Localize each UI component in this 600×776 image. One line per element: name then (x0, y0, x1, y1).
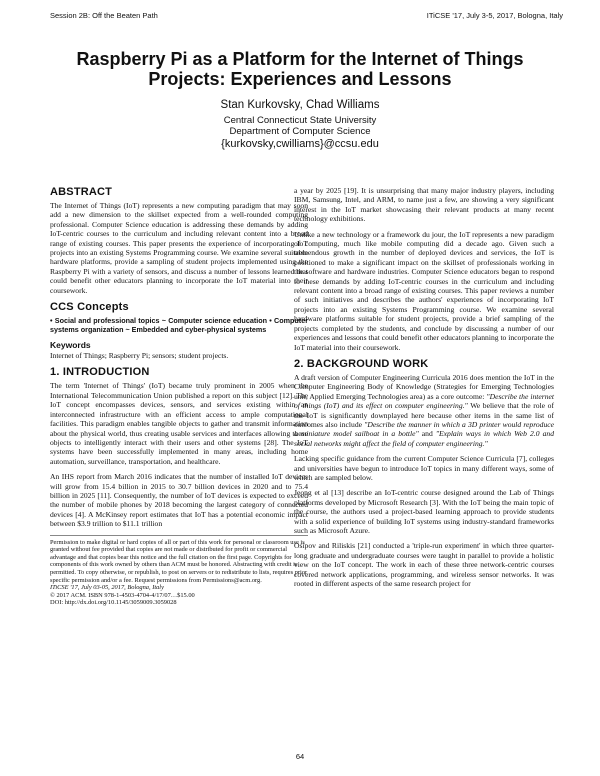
paper-title (0, 49, 600, 89)
title-line-1: Raspberry Pi as a Platform for the Internet of Things (76, 49, 524, 69)
intro-paragraph-3: a year by 2025 [19]. It is unsurprising that many major industry players, including IBM, Samsung, Intel, and ARM, to name just a few, are showing a very significant interest in the IoT market showcasing their relevant products at many recent technology exhibitions. (294, 186, 554, 224)
introduction-heading: 1. INTRODUCTION (50, 366, 150, 379)
permission-block (50, 535, 308, 607)
keywords-heading: Keywords (50, 340, 91, 351)
running-header-conference: ITiCSE '17, July 3-5, 2017, Bologna, Italy (426, 11, 563, 20)
ccs-heading: CCS Concepts (50, 301, 129, 314)
title-line-2: Projects: Experiences and Lessons (148, 69, 452, 89)
keywords-text: Internet of Things; Raspberry Pi; sensors; student projects. (50, 351, 229, 361)
abstract-heading: ABSTRACT (50, 186, 113, 198)
page-number: 64 (295, 752, 305, 761)
left-column (50, 186, 308, 607)
authors: Stan Kurkovsky, Chad Williams (220, 99, 380, 111)
intro-paragraph-2: An IHS report from March 2016 indicates that the number of installed IoT devices will grow from 15.4 billion in 2015 to 30.7 billion devices in 2020 and to 75.4 billion in 2025 [11]. Consequently, the number of IoT devices is expected to exceed the number of mobile phones by 2018 becoming the largest category of connected devices [4]. A McKinsey report estimates that IoT has a potential economic impact between $3.9 trillion to $11.1 trillion (50, 472, 308, 529)
background-heading: 2. BACKGROUND WORK (294, 357, 429, 370)
ccs-text: • Social and professional topics ~ Computer science education • Computer systems organization ~ Embedded and cyber-physical systems (50, 316, 308, 335)
intro-paragraph-1: The term 'Internet of Things' (IoT) became truly prominent in 2005 when the International Telecommunication Union published a report on this subject [12]. The IoT concept encompasses devices, sensors, and services existing within an interconnected infrastructure with an efficient access to ample computational facilities. This paradigm enables tangible objects to gather and transmit information about the physical world, thus creating usable services and interfaces allowing these objects to intelligently interact with their users and other systems [28]. The IoT systems have been successfully implemented in many areas, including home automation, surveillance, transportation, and healthcare. (50, 381, 308, 466)
abstract-text: The Internet of Things (IoT) represents a new computing paradigm that may soon add a new dimension to the skillset expected from a well-rounded computing professional. Computer Science education is addressing these demands by adding IoT-centric courses to the curriculum and including relevant content into a broad range of existing courses. This paper presents the experience of incorporating IoT projects into an existing Systems Programming course. We examine several suitable hardware platforms, provide a sampling of student projects implemented using the Raspberry Pi with a variety of sensors, and discuss a number of lessons learned that could benefit other educators planning to incorporate the IoT material into their coursework. (50, 201, 308, 295)
affiliation-department: Department of Computer Science (229, 126, 371, 137)
copyright-line: © 2017 ACM. ISBN 978-1-4503-4704-4/17/07…$15.00 (50, 591, 195, 599)
affiliation-university: Central Connecticut State University (223, 115, 377, 126)
venue-line: ITiCSE '17, July 03-05, 2017, Bologna, Italy (50, 584, 164, 592)
doi-line: DOI: http://dx.doi.org/10.1145/3059009.3059028 (50, 599, 177, 607)
intro-paragraph-4: Unlike a new technology or a framework du jour, the IoT represents a new paradigm of computing, much like mobile computing did a decade ago. Given such a tremendous growth in the number of deployed devices and services, the IoT is positioned to make a significant impact on the skillset of professionals working in the software and hardware industries. Computer Science educators began to respond to these demands by adding IoT-centric courses in the curriculum and including relevant content into a broad range of existing courses. This paper reviews a number of such initiatives and describes the authors' experiences of incorporating IoT projects into an existing Systems Programming course. We examine several hardware platforms suitable for student projects, provide a brief sampling of the projects completed by the students, and conclude by discussing a number of our experiences and lessons that could benefit other educators planning to incorporate the IoT material into their coursework. (294, 229, 554, 352)
author-email: {kurkovsky,cwilliams}@ccsu.edu (221, 138, 379, 150)
right-column (294, 186, 554, 594)
running-header-session: Session 2B: Off the Beaten Path (50, 11, 158, 20)
background-paragraph-2: Lacking specific guidance from the current Computer Science Curricula [7], colleges and universities have begun to introduce IoT topics in many different ways, some of which are sampled below. (294, 454, 554, 482)
background-paragraph-1: A draft version of Computer Engineering Curricula 2016 does mention the IoT in the Computer Engineering Body of Knowledge (Strategies for Emerging Technologies unit, Applied Emerging Technologies area) as a core outcome: "Describe the internet of things (IoT) and its effect on computer engineering." We believe that the role of the IoT is significantly downplayed here because other items in the same list of outcomes also include "Describe the manner in which a 3D printer would reproduce a miniature model sailboat in a bottle" and "Explain ways in which Web 2.0 and social networks might affect the field of computer engineering." (294, 372, 555, 448)
background-paragraph-4: Osipov and Riliskis [21] conducted a 'triple-run experiment' in which three quarter-long graduate and undergraduate courses were taught in parallel to provide a holistic view on the IoT concept. The work in each of these three network-centric courses covered network applications, programming, and wireless sensor networks. It was rooted in different aspects of the same research project for (294, 541, 554, 589)
background-paragraph-3: Jeong et al [13] describe an IoT-centric course designed around the Lab of Things platforms developed by Microsoft Research [3]. With the IoT being the main topic of the course, the authors used a project-based learning approach to provide students with a solid experience of building IoT systems using industry-standard frameworks such as Microsoft Azure. (294, 488, 554, 535)
permission-text: Permission to make digital or hard copies of all or part of this work for personal or classroom use is granted without fee provided that copies are not made or distributed for profit or commercial advantage and that copies bear this notice and the full citation on the first page. Copyrights for components of this work owned by others than ACM must be honored. Abstracting with credit is permitted. To copy otherwise, or republish, to post on servers or to redistribute to lists, requires prior specific permission and/or a fee. Request permissions from Permissions@acm.org. (50, 538, 308, 584)
